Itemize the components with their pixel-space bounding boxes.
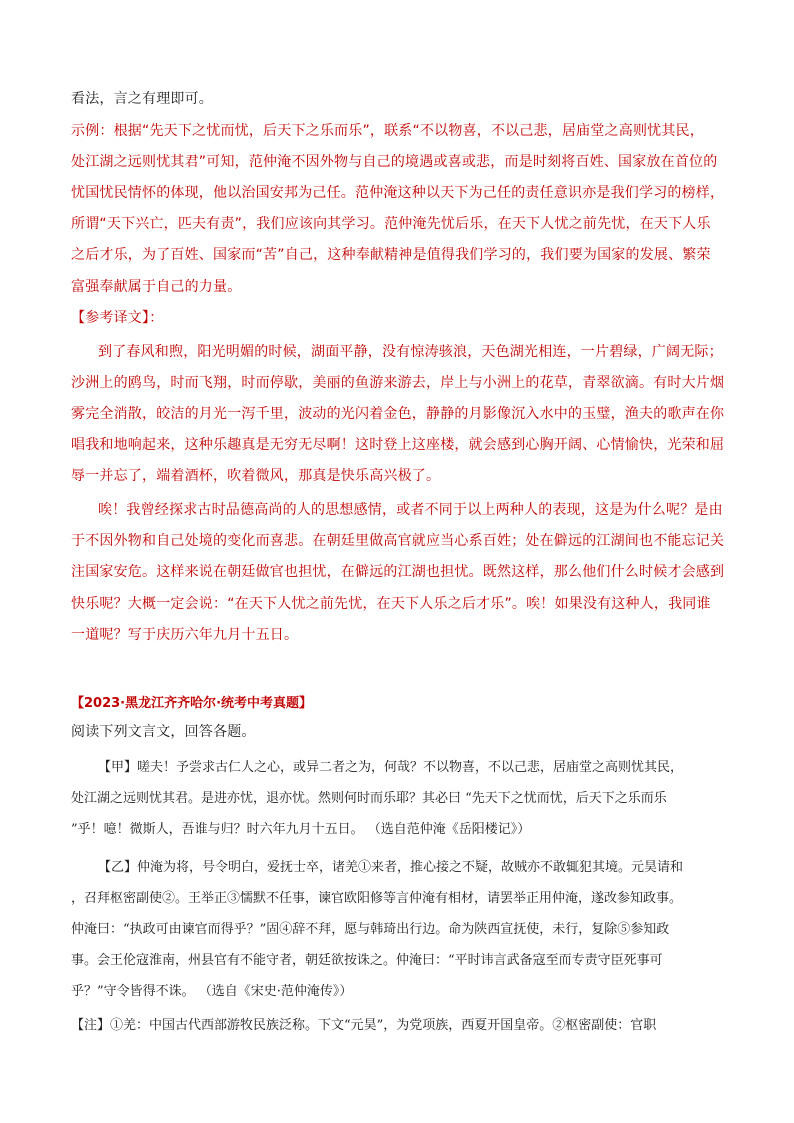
translation-line: 一道呢？写于庆历六年九月十五日。: [71, 627, 299, 643]
example-line: 示例：根据“先天下之忧而忧，后天下之乐而乐”，联系“不以物喜，不以己悲，居庙堂之高则忧其民，: [71, 123, 704, 139]
passage-line: ，召拜枢密副使②。王举正③懦默不任事，谏官欧阳修等言仲淹有相材，请罢举正用仲淹，遂改参知政事。: [71, 891, 683, 906]
translation-line: 注国家安危。这样来说在朝廷做官也担忧，在僻远的江湖也担忧。既然这样，那么他们什么时候才会感到: [71, 564, 725, 580]
exam-heading: 【2023·黑龙江齐齐哈尔·统考中考真题】: [71, 696, 313, 711]
passage-line: 事。会王伦寇淮南，州县官有不能守者，朝廷欲按诛之。仲淹曰：“平时讳言武备寇至而专责守臣死事可: [71, 953, 663, 968]
passage-line: ”乎！噫！微斯人，吾谁与归？时六年九月十五日。 （选自范仲淹《岳阳楼记》）: [71, 822, 531, 837]
example-line: 富强奉献属于自己的力量。: [71, 279, 242, 295]
passage-line: 【甲】嗟夫！予尝求古仁人之心，或异二者之为，何哉？不以物喜，不以己悲，居庙堂之高则忧其民，: [98, 760, 684, 775]
example-line: 之后才乐，为了百姓、国家而“苦”自己，这种奉献精神是值得我们学习的，我们要为国家的发展、繁荣: [71, 247, 711, 263]
passage-line: 处江湖之远则忧其君。是进亦忧，退亦忧。然则何时而乐耶？其必曰 “先天下之忧而忧，后天下之乐而乐: [71, 791, 667, 806]
translation-line: 沙洲上的鸥鸟，时而飞翔，时而停歇，美丽的鱼游来游去，岸上与小洲上的花草，青翠欲滴。有时大片烟: [71, 375, 725, 391]
example-line: 忧国忧民情怀的体现，他以治国安邦为己任。范仲淹这种以天下为己任的责任意识亦是我们学习的榜样，: [71, 185, 725, 201]
passage-line: 乎？”守令皆得不诛。 （选自《宋史·范仲淹传》）: [71, 984, 353, 999]
exam-instruction: 阅读下列文言文，回答各题。: [71, 724, 256, 740]
example-line: 处江湖之远则忧其君”可知，范仲淹不因外物与自己的境遇或喜或悲，而是时刻将百姓、国家放在首位的: [71, 154, 718, 170]
translation-line: 到了春风和煦，阳光明媚的时候，湖面平静，没有惊涛骇浪，天色湖光相连，一片碧绿，广阔无际；: [98, 344, 723, 360]
translation-line: 快乐呢？大概一定会说：“在天下人忧之前先忧，在天下人乐之后才乐”。唉！如果没有这种人，我同谁: [71, 596, 711, 612]
translation-line: 于不因外物和自己处境的变化而喜悲。在朝廷里做高官就应当心系百姓；处在僻远的江湖间也不能忘记关: [71, 533, 725, 549]
translation-line: 辱一并忘了，端着酒杯，吹着微风，那真是快乐高兴极了。: [71, 468, 441, 484]
answer-tail: 看法，言之有理即可。: [71, 91, 213, 107]
translation-line: 唱我和地响起来，这种乐趣真是无穷无尽啊！这时登上这座楼，就会感到心胸开阔、心情愉快，光荣和屈: [71, 437, 725, 453]
translation-label: 【参考译文】：: [71, 310, 164, 326]
example-line: 所谓“天下兴亡，匹夫有责”，我们应该向其学习。范仲淹先忧后乐，在天下人忧之前先忧，在天下人乐: [71, 216, 711, 232]
passage-line: 仲淹曰：“执政可由谏官而得乎？”固④辞不拜，愿与韩琦出行边。命为陕西宣抚使，未行，复除⑤参知政: [71, 922, 670, 937]
translation-line: 唉！我曾经探求古时品德高尚的人的思想感情，或者不同于以上两种人的表现，这是为什么呢？是由: [98, 502, 723, 518]
annotation-note: 【注】①羌：中国古代西部游牧民族泛称。下文“元昊”，为党项族，西夏开国皇帝。②枢密副使：官职: [71, 1018, 657, 1033]
translation-line: 雾完全消散，皎洁的月光一泻千里，波动的光闪着金色，静静的月影像沉入水中的玉璧，渔夫的歌声在你: [71, 406, 725, 422]
passage-line: 【乙】仲淹为将，号令明白，爱抚士卒，诸羌①来者，推心接之不疑，故贼亦不敢辄犯其境。元昊请和: [98, 860, 684, 875]
